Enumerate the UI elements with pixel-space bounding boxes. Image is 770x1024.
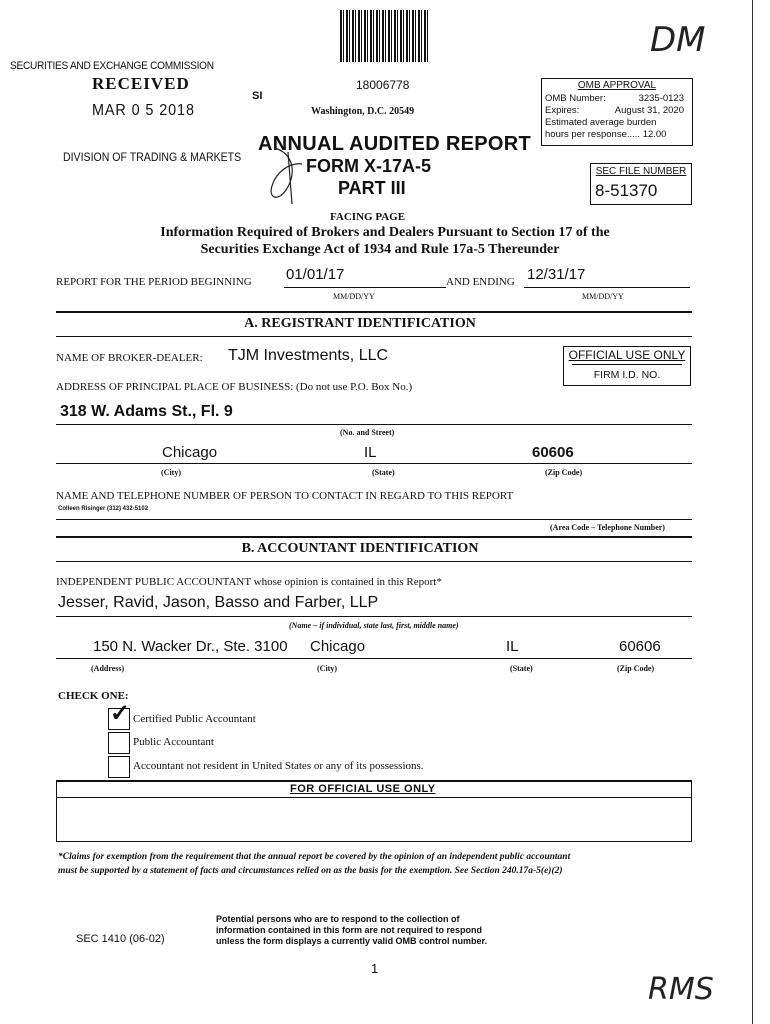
omb-expires-label: Expires: bbox=[545, 105, 580, 116]
contact-label: NAME AND TELEPHONE NUMBER OF PERSON TO CONTACT IN REGARD TO THIS REPORT bbox=[56, 490, 514, 502]
omb-number-label: OMB Number: bbox=[545, 93, 606, 104]
sec-file-number-label: SEC FILE NUMBER bbox=[595, 166, 687, 177]
period-beginning-line bbox=[284, 287, 446, 288]
period-ending-line bbox=[524, 287, 690, 288]
official-use-bottom-rule bbox=[56, 841, 692, 842]
sec-file-number-value: 8-51370 bbox=[595, 181, 658, 200]
facing-info-line1: Information Required of Brokers and Dealers Pursuant to Section 17 of the bbox=[160, 225, 610, 240]
potential-line2: information contained in this form are not required to respond bbox=[216, 925, 483, 935]
facing-info-line2: Securities Exchange Act of 1934 and Rule 17a-5 Thereunder bbox=[200, 242, 560, 257]
claims-note-line2: must be supported by a statement of facts and circumstances relied on as the basis for the exemption. See Section 240.17a-5(e)(2) bbox=[58, 866, 563, 876]
received-stamp: RECEIVED bbox=[92, 74, 190, 93]
firm-id-label: FIRM I.D. NO. bbox=[593, 369, 661, 381]
broker-dealer-name[interactable]: TJM Investments, LLC bbox=[228, 347, 389, 364]
street-address[interactable]: 318 W. Adams St., Fl. 9 bbox=[60, 403, 233, 420]
claims-note-line1: *Claims for exemption from the requirement that the annual report be covered by the opinion of an independent public accountant bbox=[58, 852, 571, 862]
accountant-city[interactable]: Chicago bbox=[310, 638, 366, 655]
check-one-label: CHECK ONE: bbox=[58, 690, 129, 702]
contact-value[interactable]: Colleen Risinger (312) 432-5102 bbox=[58, 506, 149, 512]
title-line1: ANNUAL AUDITED REPORT bbox=[258, 133, 531, 155]
option-non-resident-label: Accountant not resident in United States or any of its possessions. bbox=[133, 760, 424, 772]
omb-number-value: 3235-0123 bbox=[638, 93, 684, 104]
handwritten-scribble bbox=[262, 142, 312, 208]
registrant-state-caption: (State) bbox=[372, 468, 395, 477]
form-code: SEC 1410 (06-02) bbox=[76, 933, 165, 945]
handwritten-initials-rms: RMS bbox=[648, 972, 714, 1007]
registrant-city-caption: (City) bbox=[161, 468, 181, 477]
title-line3: PART III bbox=[338, 178, 406, 198]
omb-burden-line1: Estimated average burden bbox=[545, 117, 657, 128]
si-mark: SI bbox=[252, 90, 263, 102]
registrant-city[interactable]: Chicago bbox=[162, 444, 218, 461]
independent-accountant-label: INDEPENDENT PUBLIC ACCOUNTANT whose opinion is contained in this Report* bbox=[56, 576, 442, 588]
street-caption: (No. and Street) bbox=[340, 428, 395, 437]
potential-line3: unless the form displays a currently valid OMB control number. bbox=[216, 936, 488, 946]
scan-edge-line bbox=[752, 0, 753, 1024]
checkmark-icon: ✓ bbox=[110, 700, 131, 727]
barcode bbox=[340, 10, 428, 62]
checkbox-public-accountant[interactable] bbox=[108, 732, 130, 754]
principal-address-label: ADDRESS OF PRINCIPAL PLACE OF BUSINESS: (Do not use P.O. Box No.) bbox=[56, 381, 413, 393]
accountant-name-line bbox=[56, 616, 692, 617]
registrant-zip-caption: (Zip Code) bbox=[545, 468, 583, 477]
broker-dealer-label: NAME OF BROKER-DEALER: bbox=[56, 352, 203, 364]
accountant-address-caption: (Address) bbox=[91, 664, 125, 673]
official-use-field[interactable] bbox=[68, 800, 680, 838]
registrant-state[interactable]: IL bbox=[364, 444, 377, 461]
official-use-left-border bbox=[56, 780, 57, 842]
omb-expires-value: August 31, 2020 bbox=[614, 105, 684, 116]
official-use-box bbox=[563, 346, 691, 386]
accountant-name-caption: (Name – if individual, state last, first, middle name) bbox=[289, 621, 459, 630]
official-use-right-border bbox=[691, 780, 692, 842]
street-line bbox=[56, 424, 692, 425]
section-a-bottom-rule bbox=[56, 336, 692, 337]
contact-line bbox=[56, 519, 692, 520]
title-line2: FORM X-17A-5 bbox=[306, 156, 432, 176]
period-beginning-value[interactable]: 01/01/17 bbox=[286, 266, 345, 283]
page-number: 1 bbox=[371, 961, 379, 976]
barcode-number: 18006778 bbox=[356, 78, 410, 92]
accountant-address[interactable]: 150 N. Wacker Dr., Ste. 3100 bbox=[93, 638, 288, 655]
omb-burden-line2: hours per response..... 12.00 bbox=[545, 129, 667, 140]
area-code-caption: (Area Code – Telephone Number) bbox=[550, 523, 665, 532]
checkbox-cpa[interactable] bbox=[108, 700, 131, 730]
official-use-top-rule bbox=[56, 780, 692, 782]
omb-approval-box bbox=[541, 78, 693, 146]
section-b-title: B. ACCOUNTANT IDENTIFICATION bbox=[241, 541, 479, 556]
accountant-state[interactable]: IL bbox=[506, 638, 519, 655]
period-beginning-label: REPORT FOR THE PERIOD BEGINNING bbox=[56, 276, 252, 288]
facing-page-label: FACING PAGE bbox=[330, 211, 406, 223]
section-a-top-rule bbox=[56, 311, 692, 313]
period-ending-value[interactable]: 12/31/17 bbox=[527, 266, 586, 283]
washington-dc: Washington, D.C. 20549 bbox=[311, 106, 415, 117]
omb-heading: OMB APPROVAL bbox=[577, 80, 657, 91]
received-date: MAR 0 5 2018 bbox=[92, 102, 195, 119]
division-stamp: DIVISION OF TRADING & MARKETS bbox=[63, 150, 242, 164]
official-use-label: OFFICIAL USE ONLY bbox=[568, 348, 686, 362]
city-line bbox=[56, 463, 692, 464]
accountant-state-caption: (State) bbox=[510, 664, 533, 673]
registrant-zip[interactable]: 60606 bbox=[532, 444, 574, 461]
handwritten-initials-dm: DM bbox=[650, 20, 706, 60]
accountant-zip[interactable]: 60606 bbox=[619, 638, 661, 655]
sec-stamp: SECURITIES AND EXCHANGE COMMISSION bbox=[10, 60, 214, 72]
period-ending-format: MM/DD/YY bbox=[582, 292, 624, 301]
accountant-zip-caption: (Zip Code) bbox=[617, 664, 655, 673]
option-cpa-label: Certified Public Accountant bbox=[133, 713, 256, 725]
official-use-divider bbox=[572, 364, 682, 365]
section-b-top-rule bbox=[56, 536, 692, 538]
official-use-mid-rule bbox=[56, 797, 692, 798]
period-ending-label: AND ENDING bbox=[446, 276, 515, 288]
accountant-city-caption: (City) bbox=[317, 664, 337, 673]
for-official-use-label: FOR OFFICIAL USE ONLY bbox=[290, 783, 436, 795]
potential-line1: Potential persons who are to respond to the collection of bbox=[216, 914, 460, 924]
section-a-title: A. REGISTRANT IDENTIFICATION bbox=[244, 316, 476, 331]
sec-file-number-box bbox=[590, 163, 692, 205]
option-public-accountant-label: Public Accountant bbox=[133, 736, 214, 748]
period-beginning-format: MM/DD/YY bbox=[333, 292, 375, 301]
section-b-bottom-rule bbox=[56, 561, 692, 562]
checkbox-non-resident[interactable] bbox=[108, 756, 130, 778]
accountant-name[interactable]: Jesser, Ravid, Jason, Basso and Farber, LLP bbox=[58, 594, 379, 611]
potential-persons-notice bbox=[216, 914, 487, 947]
accountant-address-line bbox=[56, 658, 692, 659]
